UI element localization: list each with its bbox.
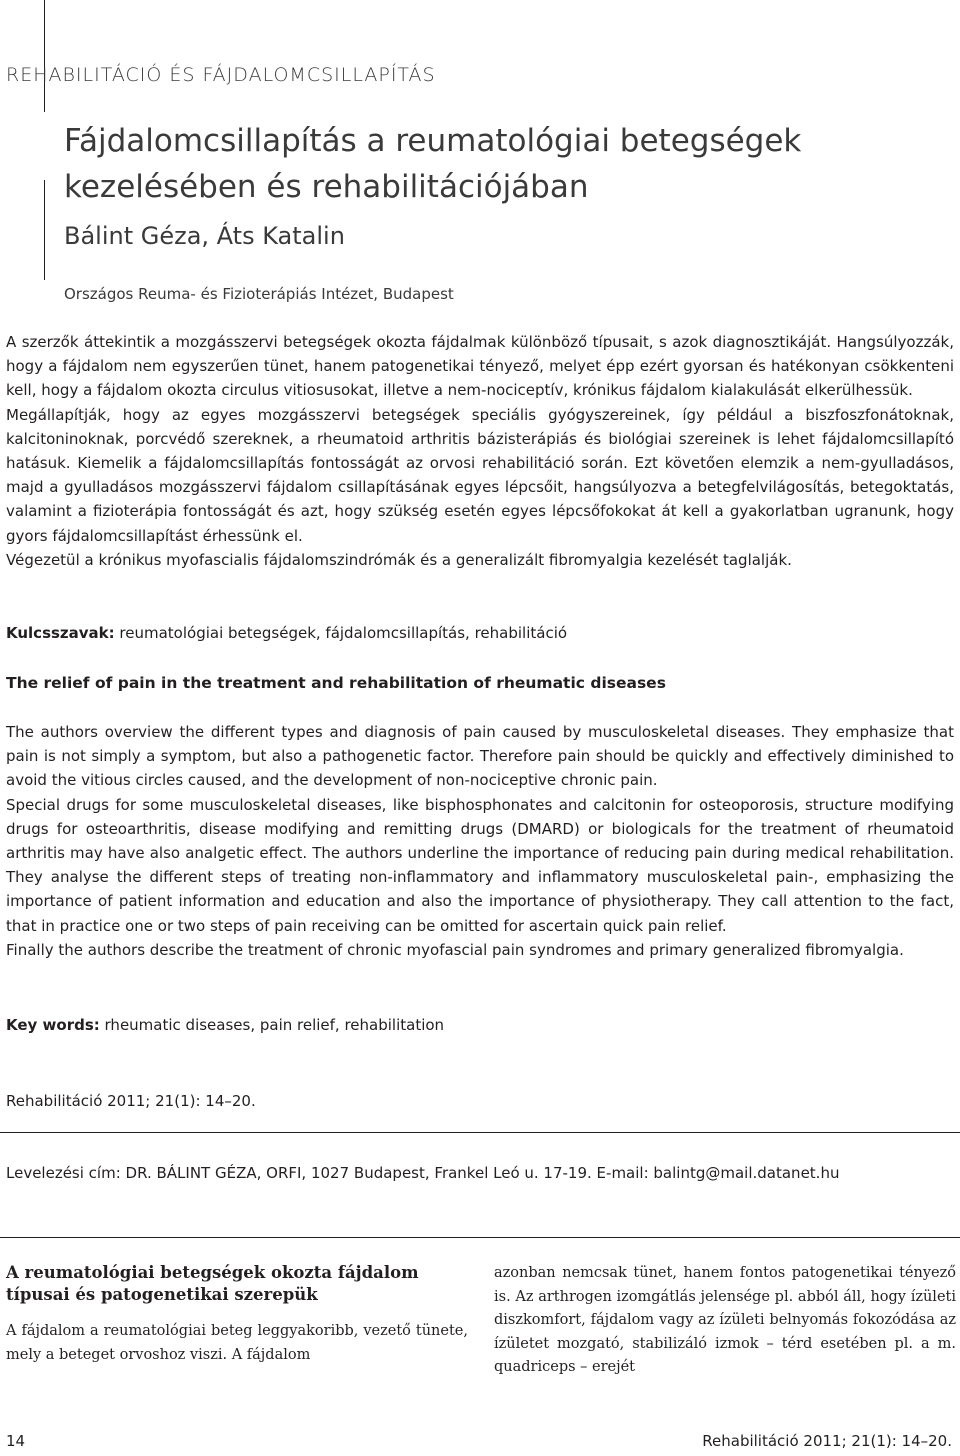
abstract-en-paragraph-3: Finally the authors describe the treatment of chronic myofascial pain syndromes and primary generalized fibromyalgia. (6, 940, 904, 959)
abstract-hungarian (6, 330, 954, 572)
keywords-hu-text: reumatológiai betegségek, fájdalomcsillapítás, rehabilitáció (114, 624, 568, 642)
header-rule-top (44, 0, 45, 112)
page-number: 14 (6, 1432, 26, 1450)
body-paragraph-right: azonban nemcsak tünet, hanem fontos patogenetikai tényező is. Az arthrogen izomgátlás jelensége pl. abból áll, hogy ízületi diszkomfort, fájdalom vagy az ízületi belnyomás fokozódása az ízületet mozgató, stabilizáló izmok – térd esetében pl. a m. quadriceps – erejét (494, 1265, 956, 1375)
authors: Bálint Géza, Áts Katalin (64, 222, 345, 250)
divider (0, 1132, 960, 1133)
english-title: The relief of pain in the treatment and rehabilitation of rheumatic diseases (6, 674, 666, 692)
keywords-hu-label: Kulcsszavak: (6, 624, 115, 642)
abstract-english (6, 720, 954, 962)
divider (0, 1237, 960, 1238)
abstract-en-paragraph-1: The authors overview the different types and diagnosis of pain caused by musculoskeletal diseases. They emphasize that pain is not simply a symptom, but also a pathogenetic factor. Therefore pain should be quickly and effectively diminished to avoid the vitious circles caused, and the development of non-nociceptive chronic pain. (6, 723, 954, 790)
abstract-hu-paragraph-1: A szerzők áttekintik a mozgásszervi betegségek okozta fájdalmak különböző típusait, s azok diagnosztikáját. Hangsúlyozzák, hogy a fájdalom nem egyszerűen tünet, hanem patogenetikai tényező, melyet épp ezért gyorsan és hatékonyan csökkenteni kell, hogy a fájdalom okozta circulus vitiosusokat, illetve a nem-nociceptív, krónikus fájdalom kialakulását elkerülhessük. (6, 333, 954, 400)
keywords-hungarian (6, 624, 567, 642)
abstract-en-paragraph-2: Special drugs for some musculoskeletal diseases, like bisphosphonates and calcitonin for osteoporosis, structure modifying drugs for osteoarthritis, disease modifying and remitting drugs (DMARD) or biologicals for the treatment of rheumatoid arthritis may have also analgetic effect. The authors underline the importance of reducing pain during medical rehabilitation. They analyse the different steps of treating non-inflammatory and inflammatory musculoskeletal pain-, emphasizing the importance of patient information and education and also the importance of physiotherapy. They call attention to the fact, that in practice one or two steps of pain receiving can be omitted for ascertain quick pain relief. (6, 795, 954, 935)
article-title (64, 118, 944, 210)
body-column-left (6, 1262, 468, 1367)
keywords-en-text: rheumatic diseases, pain relief, rehabilitation (99, 1016, 445, 1034)
section-label: REHABILITÁCIÓ ÉS FÁJDALOMCSILLAPÍTÁS (6, 64, 436, 86)
article-title-line-2: kezelésében és rehabilitációjában (64, 169, 589, 205)
correspondence-address: Levelezési cím: DR. BÁLINT GÉZA, ORFI, 1027 Budapest, Frankel Leó u. 17-19. E-mail: balintg@mail.datanet.hu (6, 1164, 840, 1182)
header-rule-side (44, 180, 45, 280)
body-paragraph-left: A fájdalom a reumatológiai beteg leggyakoribb, vezető tünete, mely a beteget orvoshoz viszi. A fájdalom (6, 1323, 468, 1363)
footer-journal: Rehabilitáció 2011; 21(1): 14–20. (702, 1432, 952, 1450)
article-title-line-1: Fájdalomcsillapítás a reumatológiai betegségek (64, 123, 802, 159)
keywords-english (6, 1016, 444, 1034)
body-column-right (494, 1262, 956, 1380)
abstract-hu-paragraph-3: Végezetül a krónikus myofascialis fájdalomszindrómák és a generalizált fibromyalgia kezelését taglalják. (6, 550, 792, 569)
affiliation: Országos Reuma- és Fizioterápiás Intézet, Budapest (64, 285, 454, 303)
citation: Rehabilitáció 2011; 21(1): 14–20. (6, 1092, 256, 1110)
abstract-hu-paragraph-2: Megállapítják, hogy az egyes mozgásszervi betegségek speciális gyógyszereinek, így például a biszfoszfonátoknak, kalcitoninoknak, porcvédő szereknek, a rheumatoid arthritis bázisterápiás és biológiai szereinek is lehet fájdalomcsillapító hatásuk. Kiemelik a fájdalomcsillapítás fontosságát az orvosi rehabilitáció során. Ezt követően elemzik a nem-gyulladásos, majd a gyulladásos mozgásszervi fájdalom csillapításának egyes lépcsőit, hangsúlyozva a betegfelvilágosítás, betegoktatás, valamint a fizioterápia fontosságát és azt, hogy szükség esetén egyes lépcsőfokokat át kell a gyakorlatban ugranunk, hogy gyors fájdalomcsillapítást érhessünk el. (6, 405, 954, 545)
keywords-en-label: Key words: (6, 1016, 100, 1034)
section-heading: A reumatológiai betegségek okozta fájdalom típusai és patogenetikai szerepük (6, 1263, 419, 1304)
